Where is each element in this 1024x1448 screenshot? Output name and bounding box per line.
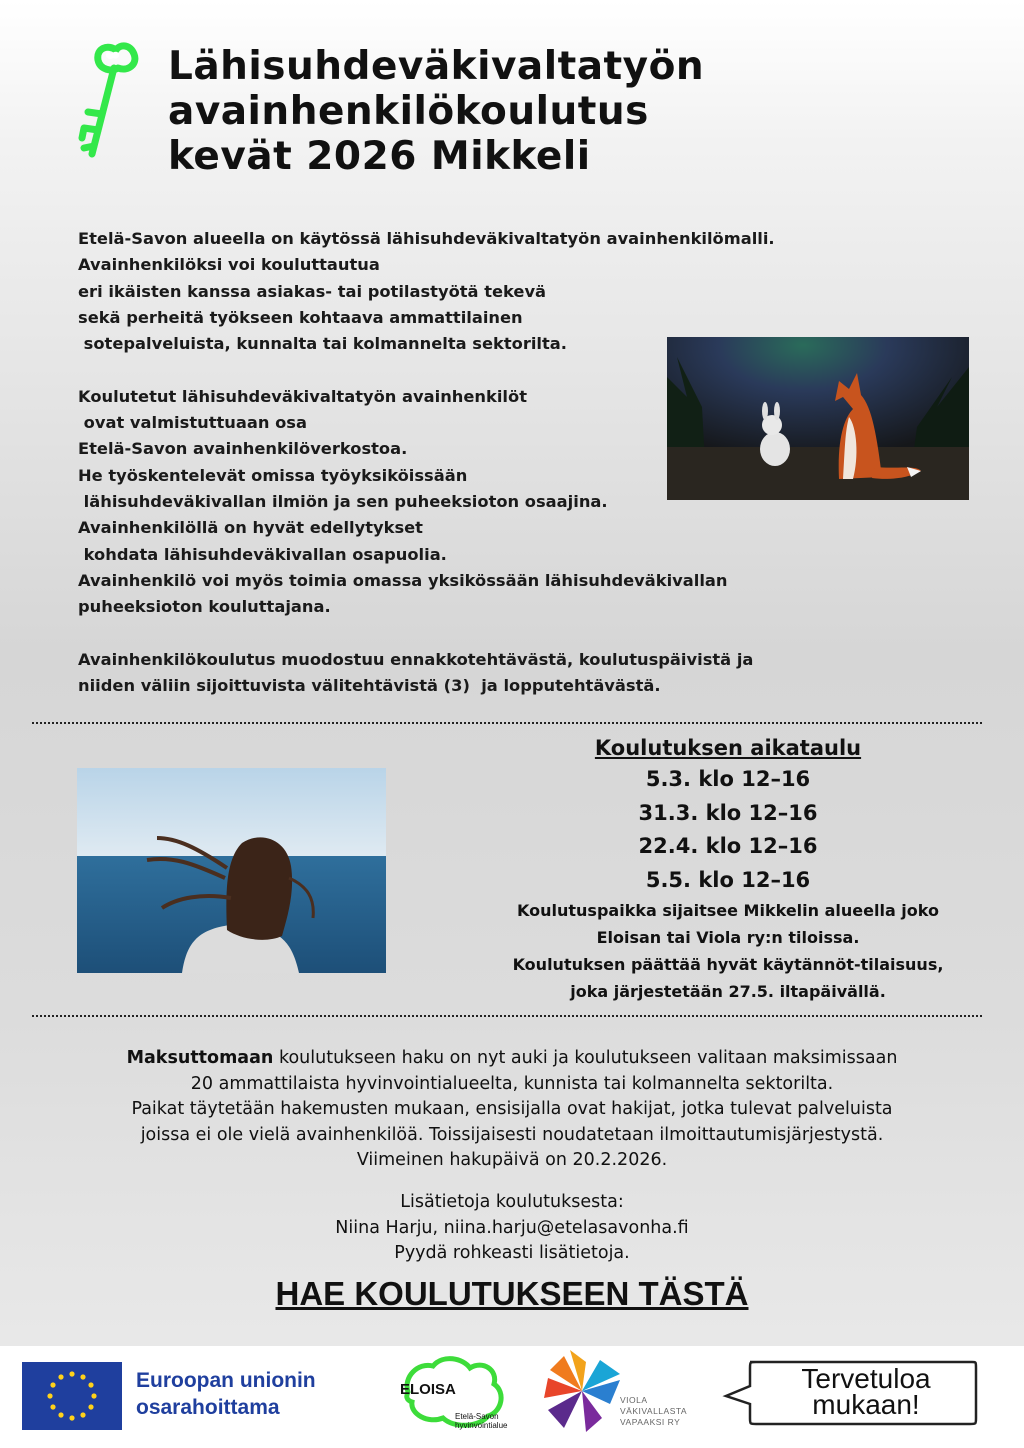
title-line-3: kevät 2026 Mikkeli bbox=[168, 134, 591, 179]
divider-bottom bbox=[32, 1015, 982, 1017]
eloisa-name: ELOISA bbox=[400, 1381, 456, 1398]
divider-top bbox=[32, 722, 982, 724]
apply-line: joissa ei ole vielä avainhenkilöä. Toissijaisesti noudatetaan ilmoittautumisjärjestystä. bbox=[140, 1124, 884, 1145]
viola-line-2: VÄKIVALLASTA bbox=[620, 1406, 688, 1416]
viola-line-1: VIOLA bbox=[620, 1395, 648, 1405]
intro-line: Avainhenkilökoulutus muodostuu ennakkotehtävästä, koulutuspäivistä ja bbox=[78, 649, 754, 669]
location-line: Koulutuspaikka sijaitsee Mikkelin alueella joko bbox=[517, 901, 939, 920]
intro-line: kohdata lähisuhdeväkivallan osapuolia. bbox=[78, 544, 447, 564]
schedule-date: 5.3. klo 12–16 bbox=[645, 767, 811, 791]
eloisa-subtitle bbox=[455, 1412, 507, 1430]
intro-line: niiden väliin sijoittuvista välitehtävistä (3) ja lopputehtävästä. bbox=[78, 676, 661, 696]
intro-line: sotepalveluista, kunnalta tai kolmannelta sektorilta. bbox=[78, 334, 567, 354]
woman-by-sea-image bbox=[77, 768, 386, 973]
intro-line: Koulutetut lähisuhdeväkivaltatyön avainhenkilöt bbox=[78, 386, 527, 406]
key-icon bbox=[78, 42, 148, 164]
title-line-2: avainhenkilökoulutus bbox=[168, 89, 649, 134]
intro-line: eri ikäisten kanssa asiakas- tai potilastyötä tekevä bbox=[78, 281, 547, 301]
intro-line: He työskentelevät omissa työyksiköissään bbox=[78, 465, 468, 485]
eu-line-1: Euroopan unionin bbox=[136, 1369, 316, 1392]
apply-link[interactable]: HAE KOULUTUKSEEN TÄSTÄ bbox=[275, 1275, 749, 1312]
apply-line: Paikat täytetään hakemusten mukaan, ensisijalla ovat hakijat, jotka tulevat palveluista bbox=[131, 1099, 893, 1119]
schedule-date: 5.5. klo 12–16 bbox=[645, 867, 811, 892]
intro-line: Avainhenkilöksi voi kouluttautua bbox=[78, 255, 380, 275]
contact-person[interactable]: Niina Harju, niina.harju@etelasavonha.fi bbox=[335, 1217, 689, 1238]
eloisa-sub-line-2: hyvinvointialue bbox=[455, 1421, 508, 1430]
apply-line-rest: koulutukseen haku on nyt auki ja koulutukseen valitaan maksimissaan bbox=[273, 1048, 898, 1068]
intro-line: Avainhenkilö voi myös toimia omassa yksikössään lähisuhdeväkivallan bbox=[78, 570, 728, 590]
intro-line: lähisuhdeväkivallan ilmiön ja sen puheeksioton osaajina. bbox=[78, 491, 608, 511]
apply-line: 20 ammattilaista hyvinvointialueelta, kunnista tai kolmannelta sektorilta. bbox=[190, 1073, 834, 1094]
page-title bbox=[168, 44, 704, 179]
schedule-heading: Koulutuksen aikataulu bbox=[594, 736, 862, 760]
eloisa-sub-line-1: Etelä-Savon bbox=[455, 1412, 499, 1421]
eu-flag-logo bbox=[22, 1362, 122, 1430]
viola-line-3: VAPAAKSI RY bbox=[620, 1417, 681, 1427]
viola-logo bbox=[542, 1348, 622, 1434]
schedule-date: 22.4. klo 12–16 bbox=[638, 834, 818, 858]
fox-and-rabbit-image bbox=[667, 337, 969, 500]
intro-line: sekä perheitä työkseen kohtaava ammattilainen bbox=[78, 307, 523, 327]
welcome-line-1: Tervetuloa bbox=[801, 1363, 931, 1394]
title-line-1: Lähisuhdeväkivaltatyön bbox=[168, 44, 705, 89]
deadline-line: Viimeinen hakupäivä on 20.2.2026. bbox=[356, 1150, 668, 1170]
eu-line-2: osarahoittama bbox=[136, 1396, 280, 1419]
intro-line: Etelä-Savon avainhenkilöverkostoa. bbox=[78, 439, 408, 459]
intro-line: Avainhenkilöllä on hyvät edellytykset bbox=[78, 518, 423, 538]
intro-line: Etelä-Savon alueella on käytössä lähisuhdeväkivaltatyön avainhenkilömalli. bbox=[78, 229, 775, 248]
contact-heading: Lisätietoja koulutuksesta: bbox=[400, 1192, 624, 1212]
location-line: Koulutuksen päättää hyvät käytännöt-tilaisuus, bbox=[512, 955, 944, 974]
schedule-section bbox=[463, 733, 993, 1005]
apply-line bbox=[30, 1046, 994, 1072]
schedule-date: 31.3. klo 12–16 bbox=[638, 800, 818, 825]
intro-line: puheeksioton kouluttajana. bbox=[78, 597, 331, 617]
eu-funding-text bbox=[136, 1367, 316, 1421]
free-emphasis: Maksuttomaan bbox=[126, 1048, 274, 1068]
intro-line: ovat valmistuttuaan osa bbox=[78, 413, 307, 433]
contact-note: Pyydä rohkeasti lisätietoja. bbox=[394, 1243, 630, 1263]
viola-text bbox=[620, 1395, 687, 1428]
application-info bbox=[30, 1046, 994, 1174]
location-line: joka järjestetään 27.5. iltapäivällä. bbox=[570, 982, 886, 1001]
welcome-text bbox=[760, 1363, 972, 1420]
welcome-line-2: mukaan! bbox=[812, 1389, 920, 1420]
location-line: Eloisan tai Viola ry:n tiloissa. bbox=[596, 928, 860, 947]
contact-info bbox=[212, 1190, 812, 1267]
